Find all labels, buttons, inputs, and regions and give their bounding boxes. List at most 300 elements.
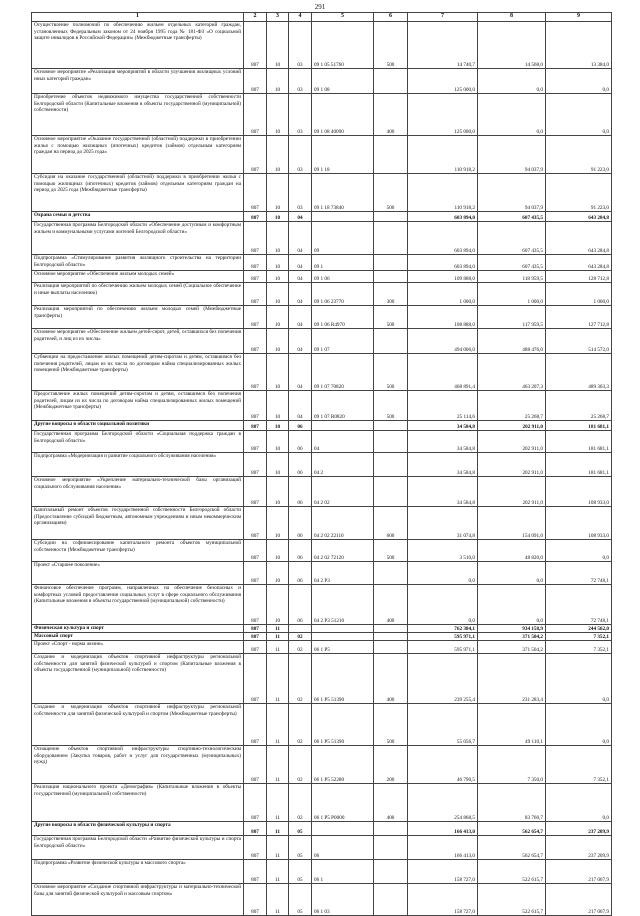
row-amount-year3-cell: 108 933,0 xyxy=(546,507,612,540)
row-amount-year1-cell: 34 584,8 xyxy=(408,453,478,477)
row-amount-year1-cell: 25 114,6 xyxy=(408,391,478,421)
row-subsection-cell: 05 xyxy=(289,822,312,836)
row-target-article-cell: 04 2 P3 xyxy=(312,562,374,585)
row-amount-year2-cell: 0,0 xyxy=(478,69,546,94)
row-name-cell: Другие вопросы в области социальной политики xyxy=(32,421,244,431)
row-amount-year2-cell: 0,0 xyxy=(478,94,546,136)
table-row xyxy=(32,654,612,704)
row-amount-year2-cell: 25 268,7 xyxy=(478,391,546,421)
row-amount-year1-cell: 166 413,0 xyxy=(408,836,478,860)
row-amount-year3-cell: 237 209,9 xyxy=(546,822,612,836)
row-ministry-code-cell: 807 xyxy=(244,255,267,271)
row-amount-year1-cell: 34 584,8 xyxy=(408,421,478,431)
row-subsection-cell: 06 xyxy=(289,421,312,431)
row-subsection-cell: 06 xyxy=(289,585,312,625)
row-amount-year2-cell: 1 000,0 xyxy=(478,283,546,306)
row-target-article-cell: 06 1 P5 52280 xyxy=(312,746,374,784)
row-amount-year3-cell: 237 209,9 xyxy=(546,836,612,860)
row-amount-year1-cell: 34 584,8 xyxy=(408,431,478,453)
table-row xyxy=(32,746,612,784)
row-name-cell: Оснащение объектов спортивной инфраструктуры спортивно-технологическим оборудованием (Закупка товаров, работ и услуг для государственных (муниципальных) нужд) xyxy=(32,746,244,784)
row-amount-year3-cell: 217 067,9 xyxy=(546,860,612,884)
table-row xyxy=(32,540,612,562)
row-target-article-cell: 09 1 08 40090 xyxy=(312,94,374,136)
row-amount-year1-cell: 34 584,8 xyxy=(408,477,478,507)
row-amount-year2-cell: 94 037,9 xyxy=(478,174,546,212)
column-header: 2 xyxy=(244,13,267,22)
row-target-article-cell xyxy=(312,633,374,641)
row-section-cell: 10 xyxy=(267,94,289,136)
row-amount-year1-cell: 125 000,0 xyxy=(408,94,478,136)
table-row xyxy=(32,222,612,255)
table-row xyxy=(32,884,612,916)
row-amount-year1-cell: 31 074,8 xyxy=(408,507,478,540)
row-name-cell: Субвенции на предоставление жилых помещений детям-сиротам и детям, оставшимся без попечения родителей, лицам из их числа по договорам найма специализированных жилых помещений (Межбюджетные трансферты) xyxy=(32,354,244,391)
table-header-row xyxy=(32,13,612,22)
row-section-cell: 10 xyxy=(267,22,289,69)
column-header: 7 xyxy=(408,13,478,22)
row-section-cell: 10 xyxy=(267,329,289,354)
row-target-article-cell: 09 1 07 R0820 xyxy=(312,391,374,421)
row-name-cell: Субсидии на софинансирование капитального ремонта объектов муниципальной собственности (Межбюджетные трансферты) xyxy=(32,540,244,562)
row-name-cell: Создание и модернизация объектов спортивной инфраструктуры региональной собственности для занятий физической культурой и спортом (Межбюджетные трансферты) xyxy=(32,704,244,746)
row-ministry-code-cell: 807 xyxy=(244,822,267,836)
row-name-cell: Основное мероприятие «Реализация мероприятий в области улучшения жилищных условий иных категорий граждан» xyxy=(32,69,244,94)
row-target-article-cell: 06 1 xyxy=(312,860,374,884)
row-expense-type-cell: 500 xyxy=(374,354,408,391)
row-name-cell: Массовый спорт xyxy=(32,633,244,641)
row-expense-type-cell xyxy=(374,136,408,174)
row-amount-year2-cell: 48 820,0 xyxy=(478,540,546,562)
table-row xyxy=(32,784,612,822)
row-amount-year1-cell: 1 000,0 xyxy=(408,283,478,306)
row-name-cell: Государственная программа Белгородской области «Социальная поддержка граждан в Белгородской области» xyxy=(32,431,244,453)
row-section-cell: 11 xyxy=(267,822,289,836)
row-expense-type-cell: 200 xyxy=(374,746,408,784)
row-ministry-code-cell: 807 xyxy=(244,222,267,255)
row-amount-year1-cell: 254 868,5 xyxy=(408,784,478,822)
table-body xyxy=(32,22,612,916)
row-ministry-code-cell: 807 xyxy=(244,860,267,884)
row-ministry-code-cell: 807 xyxy=(244,633,267,641)
row-amount-year1-cell: 603 894,0 xyxy=(408,212,478,222)
row-ministry-code-cell: 807 xyxy=(244,836,267,860)
table-row xyxy=(32,329,612,354)
row-expense-type-cell: 500 xyxy=(374,391,408,421)
row-expense-type-cell: 400 xyxy=(374,654,408,704)
row-ministry-code-cell: 807 xyxy=(244,477,267,507)
row-section-cell: 10 xyxy=(267,306,289,329)
table-row xyxy=(32,641,612,654)
table-row xyxy=(32,306,612,329)
row-amount-year3-cell: 0,0 xyxy=(546,540,612,562)
row-name-cell: Государственная программа Белгородской области «Обеспечение доступным и комфортным жильем и коммунальными услугами жителей Белгородской области» xyxy=(32,222,244,255)
row-ministry-code-cell: 807 xyxy=(244,283,267,306)
row-section-cell: 10 xyxy=(267,585,289,625)
row-target-article-cell: 09 1 08 xyxy=(312,69,374,94)
row-section-cell: 10 xyxy=(267,477,289,507)
row-ministry-code-cell: 807 xyxy=(244,421,267,431)
row-expense-type-cell: 400 xyxy=(374,585,408,625)
column-header: 8 xyxy=(478,13,546,22)
row-amount-year3-cell: 514 572,0 xyxy=(546,329,612,354)
row-amount-year3-cell: 181 681,1 xyxy=(546,431,612,453)
row-ministry-code-cell: 807 xyxy=(244,136,267,174)
row-amount-year2-cell: 522 615,7 xyxy=(478,884,546,916)
row-amount-year2-cell: 154 091,0 xyxy=(478,507,546,540)
row-amount-year1-cell: 239 255,4 xyxy=(408,654,478,704)
row-subsection-cell: 02 xyxy=(289,746,312,784)
row-name-cell: Субсидия на оказание государственной (областной) поддержки в приобретении жилья с помощью жилищных (ипотечных) кредитов (займов) отдельным категориям граждан на период до 2025 года (Межбюджетные трансферты) xyxy=(32,174,244,212)
row-name-cell: Проект «Старшее поколение» xyxy=(32,562,244,585)
row-ministry-code-cell: 807 xyxy=(244,453,267,477)
row-subsection-cell: 03 xyxy=(289,174,312,212)
row-section-cell: 11 xyxy=(267,884,289,916)
row-section-cell: 10 xyxy=(267,212,289,222)
row-ministry-code-cell: 807 xyxy=(244,391,267,421)
row-ministry-code-cell: 807 xyxy=(244,354,267,391)
row-amount-year2-cell: 371 504,2 xyxy=(478,633,546,641)
row-amount-year2-cell: 522 615,7 xyxy=(478,860,546,884)
row-ministry-code-cell: 807 xyxy=(244,69,267,94)
row-amount-year1-cell: 110 918,2 xyxy=(408,174,478,212)
row-amount-year1-cell: 468 891,4 xyxy=(408,354,478,391)
column-header: 4 xyxy=(289,13,312,22)
row-amount-year2-cell: 83 760,7 xyxy=(478,784,546,822)
row-amount-year1-cell: 158 727,0 xyxy=(408,860,478,884)
row-ministry-code-cell: 807 xyxy=(244,431,267,453)
row-target-article-cell xyxy=(312,421,374,431)
row-ministry-code-cell: 807 xyxy=(244,625,267,633)
row-target-article-cell: 09 1 18 73840 xyxy=(312,174,374,212)
row-amount-year3-cell: 91 223,0 xyxy=(546,174,612,212)
row-target-article-cell: 09 xyxy=(312,222,374,255)
row-amount-year2-cell: 463 207,3 xyxy=(478,354,546,391)
row-subsection-cell: 04 xyxy=(289,391,312,421)
row-amount-year1-cell: 494 006,0 xyxy=(408,329,478,354)
row-expense-type-cell: 500 xyxy=(374,540,408,562)
row-ministry-code-cell: 807 xyxy=(244,704,267,746)
row-ministry-code-cell: 807 xyxy=(244,94,267,136)
row-ministry-code-cell: 807 xyxy=(244,884,267,916)
row-section-cell: 11 xyxy=(267,654,289,704)
row-amount-year2-cell: 607 435,5 xyxy=(478,212,546,222)
row-amount-year3-cell: 127 712,8 xyxy=(546,306,612,329)
row-subsection-cell: 06 xyxy=(289,477,312,507)
row-expense-type-cell: 400 xyxy=(374,94,408,136)
row-amount-year2-cell: 7 350,0 xyxy=(478,746,546,784)
table-row xyxy=(32,94,612,136)
row-amount-year1-cell: 14 740,7 xyxy=(408,22,478,69)
table-row xyxy=(32,507,612,540)
row-subsection-cell: 02 xyxy=(289,784,312,822)
row-amount-year3-cell: 72 748,1 xyxy=(546,585,612,625)
column-header: 3 xyxy=(267,13,289,22)
column-header: 5 xyxy=(312,13,374,22)
row-expense-type-cell xyxy=(374,641,408,654)
row-target-article-cell xyxy=(312,625,374,633)
row-expense-type-cell xyxy=(374,271,408,283)
row-section-cell: 11 xyxy=(267,625,289,633)
row-target-article-cell: 04 2 P3 51210 xyxy=(312,585,374,625)
row-amount-year2-cell: 202 911,0 xyxy=(478,477,546,507)
row-section-cell: 10 xyxy=(267,174,289,212)
row-section-cell: 10 xyxy=(267,222,289,255)
row-target-article-cell: 04 xyxy=(312,431,374,453)
row-name-cell: Основное мероприятие «Обеспечение жильем детей-сирот, детей, оставшихся без попечения родителей, и лиц из их числа» xyxy=(32,329,244,354)
row-section-cell: 10 xyxy=(267,255,289,271)
row-amount-year2-cell: 202 911,0 xyxy=(478,431,546,453)
row-target-article-cell: 09 1 06 xyxy=(312,271,374,283)
row-target-article-cell: 06 xyxy=(312,836,374,860)
table-row xyxy=(32,283,612,306)
row-amount-year1-cell: 110 918,2 xyxy=(408,136,478,174)
row-target-article-cell xyxy=(312,212,374,222)
row-ministry-code-cell: 807 xyxy=(244,174,267,212)
row-amount-year3-cell: 108 933,0 xyxy=(546,477,612,507)
row-subsection-cell: 03 xyxy=(289,69,312,94)
row-amount-year2-cell: 488 476,0 xyxy=(478,329,546,354)
row-section-cell: 10 xyxy=(267,354,289,391)
row-name-cell: Осуществление полномочий по обеспечению жильем отдельных категорий граждан, установленных Федеральным законом от 24 ноября 1995 года № 181-ФЗ «О социальной защите инвалидов в Российской Федерации» (Межбюджетные трансферты) xyxy=(32,22,244,69)
row-expense-type-cell xyxy=(374,562,408,585)
row-amount-year2-cell: 0,0 xyxy=(478,585,546,625)
row-target-article-cell: 09 1 05 51760 xyxy=(312,22,374,69)
row-subsection-cell: 06 xyxy=(289,431,312,453)
row-amount-year1-cell: 166 413,0 xyxy=(408,822,478,836)
row-amount-year2-cell: 94 037,9 xyxy=(478,136,546,174)
row-amount-year3-cell: 0,0 xyxy=(546,704,612,746)
row-amount-year2-cell: 607 435,5 xyxy=(478,222,546,255)
row-subsection-cell: 03 xyxy=(289,136,312,174)
row-target-article-cell: 04 2 02 xyxy=(312,477,374,507)
row-subsection-cell: 06 xyxy=(289,562,312,585)
row-amount-year2-cell: 562 654,7 xyxy=(478,836,546,860)
table-row xyxy=(32,860,612,884)
row-name-cell: Реализация мероприятий по обеспечению жильем молодых семей (Социальное обеспечение и иные выплаты населению) xyxy=(32,283,244,306)
row-expense-type-cell: 500 xyxy=(374,174,408,212)
table-row xyxy=(32,174,612,212)
row-target-article-cell: 06 1 03 xyxy=(312,884,374,916)
row-amount-year3-cell: 0,0 xyxy=(546,69,612,94)
row-expense-type-cell: 300 xyxy=(374,283,408,306)
row-subsection-cell: 04 xyxy=(289,255,312,271)
row-subsection-cell: 02 xyxy=(289,633,312,641)
row-amount-year1-cell: 46 790,5 xyxy=(408,746,478,784)
table-row xyxy=(32,136,612,174)
row-amount-year2-cell: 607 435,5 xyxy=(478,255,546,271)
row-subsection-cell: 04 xyxy=(289,329,312,354)
row-name-cell: Проект «Спорт - норма жизни» xyxy=(32,641,244,654)
row-amount-year1-cell: 125 000,0 xyxy=(408,69,478,94)
row-amount-year3-cell: 0,0 xyxy=(546,654,612,704)
row-expense-type-cell xyxy=(374,453,408,477)
row-amount-year1-cell: 3 510,0 xyxy=(408,540,478,562)
row-name-cell: Основное мероприятие «Обеспечение жильем молодых семей» xyxy=(32,271,244,283)
row-subsection-cell: 02 xyxy=(289,704,312,746)
table-row xyxy=(32,562,612,585)
row-expense-type-cell xyxy=(374,477,408,507)
row-target-article-cell xyxy=(312,822,374,836)
row-amount-year2-cell: 231 283,4 xyxy=(478,654,546,704)
row-section-cell: 11 xyxy=(267,836,289,860)
column-header: 1 xyxy=(32,13,244,22)
row-section-cell: 11 xyxy=(267,633,289,641)
row-expense-type-cell: 500 xyxy=(374,306,408,329)
row-amount-year3-cell: 0,0 xyxy=(546,784,612,822)
row-ministry-code-cell: 807 xyxy=(244,654,267,704)
row-amount-year2-cell: 202 911,0 xyxy=(478,453,546,477)
row-amount-year2-cell: 202 911,0 xyxy=(478,421,546,431)
row-subsection-cell: 06 xyxy=(289,507,312,540)
row-target-article-cell: 04 2 02 22110 xyxy=(312,507,374,540)
row-name-cell: Капитальный ремонт объектов государственной собственности Белгородской области (Предоставление субсидий бюджетным, автономным учреждениям и иным некоммерческим организациям) xyxy=(32,507,244,540)
row-amount-year2-cell: 0,0 xyxy=(478,562,546,585)
table-row xyxy=(32,453,612,477)
row-expense-type-cell xyxy=(374,625,408,633)
row-name-cell: Предоставление жилых помещений детям-сиротам и детям, оставшимся без попечения родителей, лицам из их числа по договорам найма специализированных жилых помещений (Межбюджетные трансферты) xyxy=(32,391,244,421)
row-name-cell: Основное мероприятие «Оказание государственной (областной) поддержки в приобретении жилья с помощью жилищных (ипотечных) кредитов (займов) отдельным категориям граждан на период до 2025 года» xyxy=(32,136,244,174)
row-expense-type-cell xyxy=(374,822,408,836)
row-target-article-cell: 06 1 P5 51390 xyxy=(312,654,374,704)
row-amount-year1-cell: 0,0 xyxy=(408,585,478,625)
row-subsection-cell: 04 xyxy=(289,354,312,391)
row-name-cell: Финансовое обеспечение программ, направленных на обеспечение безопасных и комфортных условий предоставления социальных услуг в сфере социального обслуживания (Капитальные вложения в объекты государственной (муниципальной) собственности) xyxy=(32,585,244,625)
row-expense-type-cell: 400 xyxy=(374,784,408,822)
row-amount-year1-cell: 108 888,0 xyxy=(408,306,478,329)
row-name-cell: Реализация мероприятий по обеспечению жильем молодых семей (Межбюджетные трансферты) xyxy=(32,306,244,329)
row-amount-year3-cell: 7 352,1 xyxy=(546,746,612,784)
row-subsection-cell: 05 xyxy=(289,860,312,884)
table-row xyxy=(32,255,612,271)
row-expense-type-cell xyxy=(374,69,408,94)
row-amount-year3-cell: 1 000,0 xyxy=(546,283,612,306)
row-name-cell: Подпрограмма «Развитие физической культуры и массового спорта» xyxy=(32,860,244,884)
row-amount-year3-cell: 181 681,1 xyxy=(546,421,612,431)
row-expense-type-cell: 500 xyxy=(374,22,408,69)
row-amount-year3-cell: 643 284,8 xyxy=(546,222,612,255)
row-section-cell: 10 xyxy=(267,391,289,421)
row-subsection-cell: 04 xyxy=(289,271,312,283)
row-name-cell: Другие вопросы в области физической культуры и спорта xyxy=(32,822,244,836)
row-section-cell: 11 xyxy=(267,704,289,746)
table-row xyxy=(32,836,612,860)
row-name-cell: Государственная программа Белгородской области «Развитие физической культуры и спорта Белгородской области» xyxy=(32,836,244,860)
row-ministry-code-cell: 807 xyxy=(244,306,267,329)
row-expense-type-cell xyxy=(374,836,408,860)
column-header: 9 xyxy=(546,13,612,22)
row-section-cell: 10 xyxy=(267,136,289,174)
row-target-article-cell: 09 1 06 R4970 xyxy=(312,306,374,329)
table-row xyxy=(32,69,612,94)
row-name-cell: Подпрограмма «Модернизация и развитие социального обслуживания населения» xyxy=(32,453,244,477)
row-expense-type-cell: 500 xyxy=(374,704,408,746)
row-ministry-code-cell: 807 xyxy=(244,271,267,283)
row-subsection-cell: 02 xyxy=(289,654,312,704)
row-amount-year3-cell: 7 352,1 xyxy=(546,641,612,654)
row-amount-year3-cell: 91 223,0 xyxy=(546,136,612,174)
row-target-article-cell: 09 1 18 xyxy=(312,136,374,174)
row-amount-year2-cell: 49 110,1 xyxy=(478,704,546,746)
row-section-cell: 10 xyxy=(267,431,289,453)
row-amount-year2-cell: 371 504,2 xyxy=(478,641,546,654)
row-name-cell: Основное мероприятие «Укрепление материально-технической базы организаций социального обслуживания населения» xyxy=(32,477,244,507)
row-subsection-cell: 02 xyxy=(289,641,312,654)
table-row xyxy=(32,704,612,746)
row-amount-year3-cell: 489 303,3 xyxy=(546,354,612,391)
row-section-cell: 10 xyxy=(267,271,289,283)
row-amount-year1-cell: 762 384,1 xyxy=(408,625,478,633)
row-subsection-cell: 03 xyxy=(289,22,312,69)
row-section-cell: 10 xyxy=(267,283,289,306)
row-amount-year2-cell: 14 568,0 xyxy=(478,22,546,69)
row-expense-type-cell xyxy=(374,431,408,453)
row-subsection-cell: 06 xyxy=(289,453,312,477)
row-ministry-code-cell: 807 xyxy=(244,329,267,354)
row-target-article-cell: 06 1 P5 P0000 xyxy=(312,784,374,822)
row-section-cell: 11 xyxy=(267,784,289,822)
row-subsection-cell: 05 xyxy=(289,884,312,916)
table-row xyxy=(32,391,612,421)
budget-table xyxy=(31,12,612,916)
row-expense-type-cell xyxy=(374,884,408,916)
table-row xyxy=(32,633,612,641)
row-ministry-code-cell: 807 xyxy=(244,22,267,69)
row-subsection-cell: 04 xyxy=(289,283,312,306)
row-target-article-cell: 09 1 06 23770 xyxy=(312,283,374,306)
row-expense-type-cell xyxy=(374,329,408,354)
row-name-cell: Охрана семьи и детства xyxy=(32,212,244,222)
row-section-cell: 10 xyxy=(267,421,289,431)
table-row xyxy=(32,22,612,69)
row-subsection-cell: 03 xyxy=(289,94,312,136)
row-name-cell: Приобретение объектов недвижимого имущества государственной собственности Белгородской области (Капитальные вложения в объекты государственной (муниципальной) собственности) xyxy=(32,94,244,136)
row-expense-type-cell xyxy=(374,255,408,271)
row-amount-year3-cell: 244 562,0 xyxy=(546,625,612,633)
row-amount-year1-cell: 55 056,7 xyxy=(408,704,478,746)
row-section-cell: 11 xyxy=(267,860,289,884)
row-ministry-code-cell: 807 xyxy=(244,212,267,222)
row-amount-year2-cell: 562 654,7 xyxy=(478,822,546,836)
table-row xyxy=(32,477,612,507)
row-section-cell: 11 xyxy=(267,746,289,784)
row-ministry-code-cell: 807 xyxy=(244,585,267,625)
table-row xyxy=(32,625,612,633)
row-amount-year2-cell: 934 158,9 xyxy=(478,625,546,633)
table-row xyxy=(32,271,612,283)
row-section-cell: 10 xyxy=(267,69,289,94)
row-section-cell: 11 xyxy=(267,641,289,654)
row-section-cell: 10 xyxy=(267,540,289,562)
row-amount-year1-cell: 0,0 xyxy=(408,562,478,585)
row-target-article-cell: 06 1 P5 xyxy=(312,641,374,654)
row-target-article-cell: 06 1 P5 51390 xyxy=(312,704,374,746)
row-subsection-cell: 04 xyxy=(289,306,312,329)
column-header: 6 xyxy=(374,13,408,22)
row-subsection-cell: 06 xyxy=(289,540,312,562)
row-amount-year1-cell: 595 971,1 xyxy=(408,641,478,654)
row-amount-year1-cell: 595 971,1 xyxy=(408,633,478,641)
row-amount-year3-cell: 0,0 xyxy=(546,94,612,136)
row-name-cell: Реализация национального проекта «Демография» (Капитальные вложения в объекты государственной (муниципальной) собственности) xyxy=(32,784,244,822)
row-target-article-cell: 04 2 xyxy=(312,453,374,477)
row-expense-type-cell xyxy=(374,212,408,222)
row-target-article-cell: 09 1 07 xyxy=(312,329,374,354)
row-ministry-code-cell: 807 xyxy=(244,746,267,784)
table-row xyxy=(32,822,612,836)
row-target-article-cell: 09 1 xyxy=(312,255,374,271)
row-ministry-code-cell: 807 xyxy=(244,562,267,585)
